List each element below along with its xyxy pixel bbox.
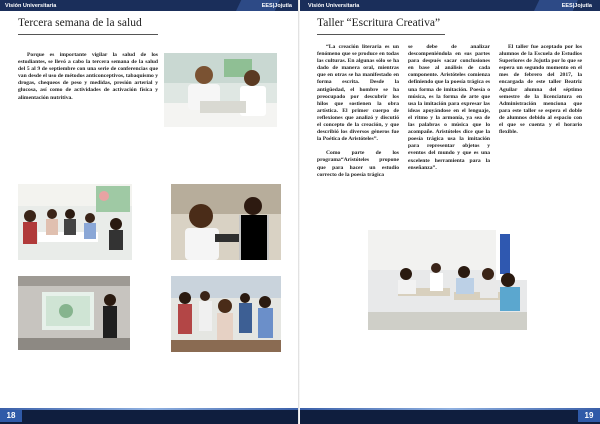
col1-para-2: Como parte de los programa“Aristóteles propone que para hacer un estudio correcto de la poesía trágica bbox=[317, 150, 399, 178]
right-column-3 bbox=[499, 44, 582, 143]
col3-para-1: El taller fue aceptado por los alumnos de la Escuela de Estudios Superiores de Jojutla por lo que se espera un segundo momento en el mes de febrero del 2017, la encargada de este taller Beatriz Aguilar alumna del séptimo semestre de la licenciatura en Administración menciona que para este taller se espera el doble de alumnos debido al espacio con el que se cuenta y el horario flexible. bbox=[499, 44, 582, 136]
left-header-bar bbox=[0, 0, 300, 11]
photo-pressure-check bbox=[171, 184, 281, 260]
left-page-title: Tercera semana de la salud bbox=[18, 17, 142, 29]
photo-audience bbox=[171, 276, 281, 352]
school-name: EES|Jojutla bbox=[561, 2, 592, 9]
page-number-left: 18 bbox=[0, 410, 22, 422]
page-number-right: 19 bbox=[578, 410, 600, 422]
right-page bbox=[300, 0, 600, 424]
photo-health-check bbox=[164, 53, 277, 127]
right-header-bar bbox=[300, 0, 600, 11]
col2-para-1: se debe de analizar descompeniéndola en sus partes para después sacar conclusiones en base al análisis de cada componente. Aristóteles comienza definiendo que la poesía trágica es una forma de imitación. Poesía o música, es la forma de arte que usa la imitación para expresar las ideas apoyándose en el lenguaje, el ritmo y la armonía, ya sea de las palabras o música que lo acompañe. Aristóteles dice que la poesía trágica usa la imitación para representar objetos y eventos del mundo y que es una excelente herramienta para la enseñanza”. bbox=[408, 44, 490, 171]
left-body bbox=[18, 52, 158, 109]
right-footer-bar bbox=[300, 408, 600, 424]
photo-workshop bbox=[368, 230, 527, 330]
col1-para-1: “La creación literaria es un fenómeno que se produce en todas las culturas. En algunas sólo se ha dado de manera oral, mientras que en otras se ha manifestado en forma escrita. Desde la antigüedad, el hombre se ha preocupado por descubrir los hilos que sostienen la obra artística. El primer cuerpo de reflexiones que analizó y discutió el concepto de la creación, y que describió los diversos géneros fue la Poética de Aristóteles”. bbox=[317, 44, 399, 143]
title-rule bbox=[18, 34, 158, 35]
right-page-title: Taller “Escritura Creativa” bbox=[317, 17, 441, 29]
magazine-name: Visión Universitaria bbox=[308, 2, 360, 9]
right-column-1 bbox=[317, 44, 399, 186]
photo-students-table bbox=[18, 184, 132, 260]
left-footer-bar bbox=[0, 408, 300, 424]
right-column-2 bbox=[408, 44, 490, 179]
magazine-name: Visión Universitaria bbox=[5, 2, 57, 9]
photo-presentation bbox=[18, 276, 130, 350]
school-name: EES|Jojutla bbox=[261, 2, 292, 9]
left-body-paragraph: Porque es importante vigilar la salud de los estudiantes, se llevó a cabo la tercera semana de la salud del 5 al 9 de septiembre con una serie de conferencias que van desde el uso de métodos anticonceptivos, tabaquismo y drogas, chequeos de peso y medidas, presión arterial y glucosa, así como de actividades de activación física y alimentación nutritiva. bbox=[18, 52, 159, 101]
title-rule bbox=[317, 34, 445, 35]
